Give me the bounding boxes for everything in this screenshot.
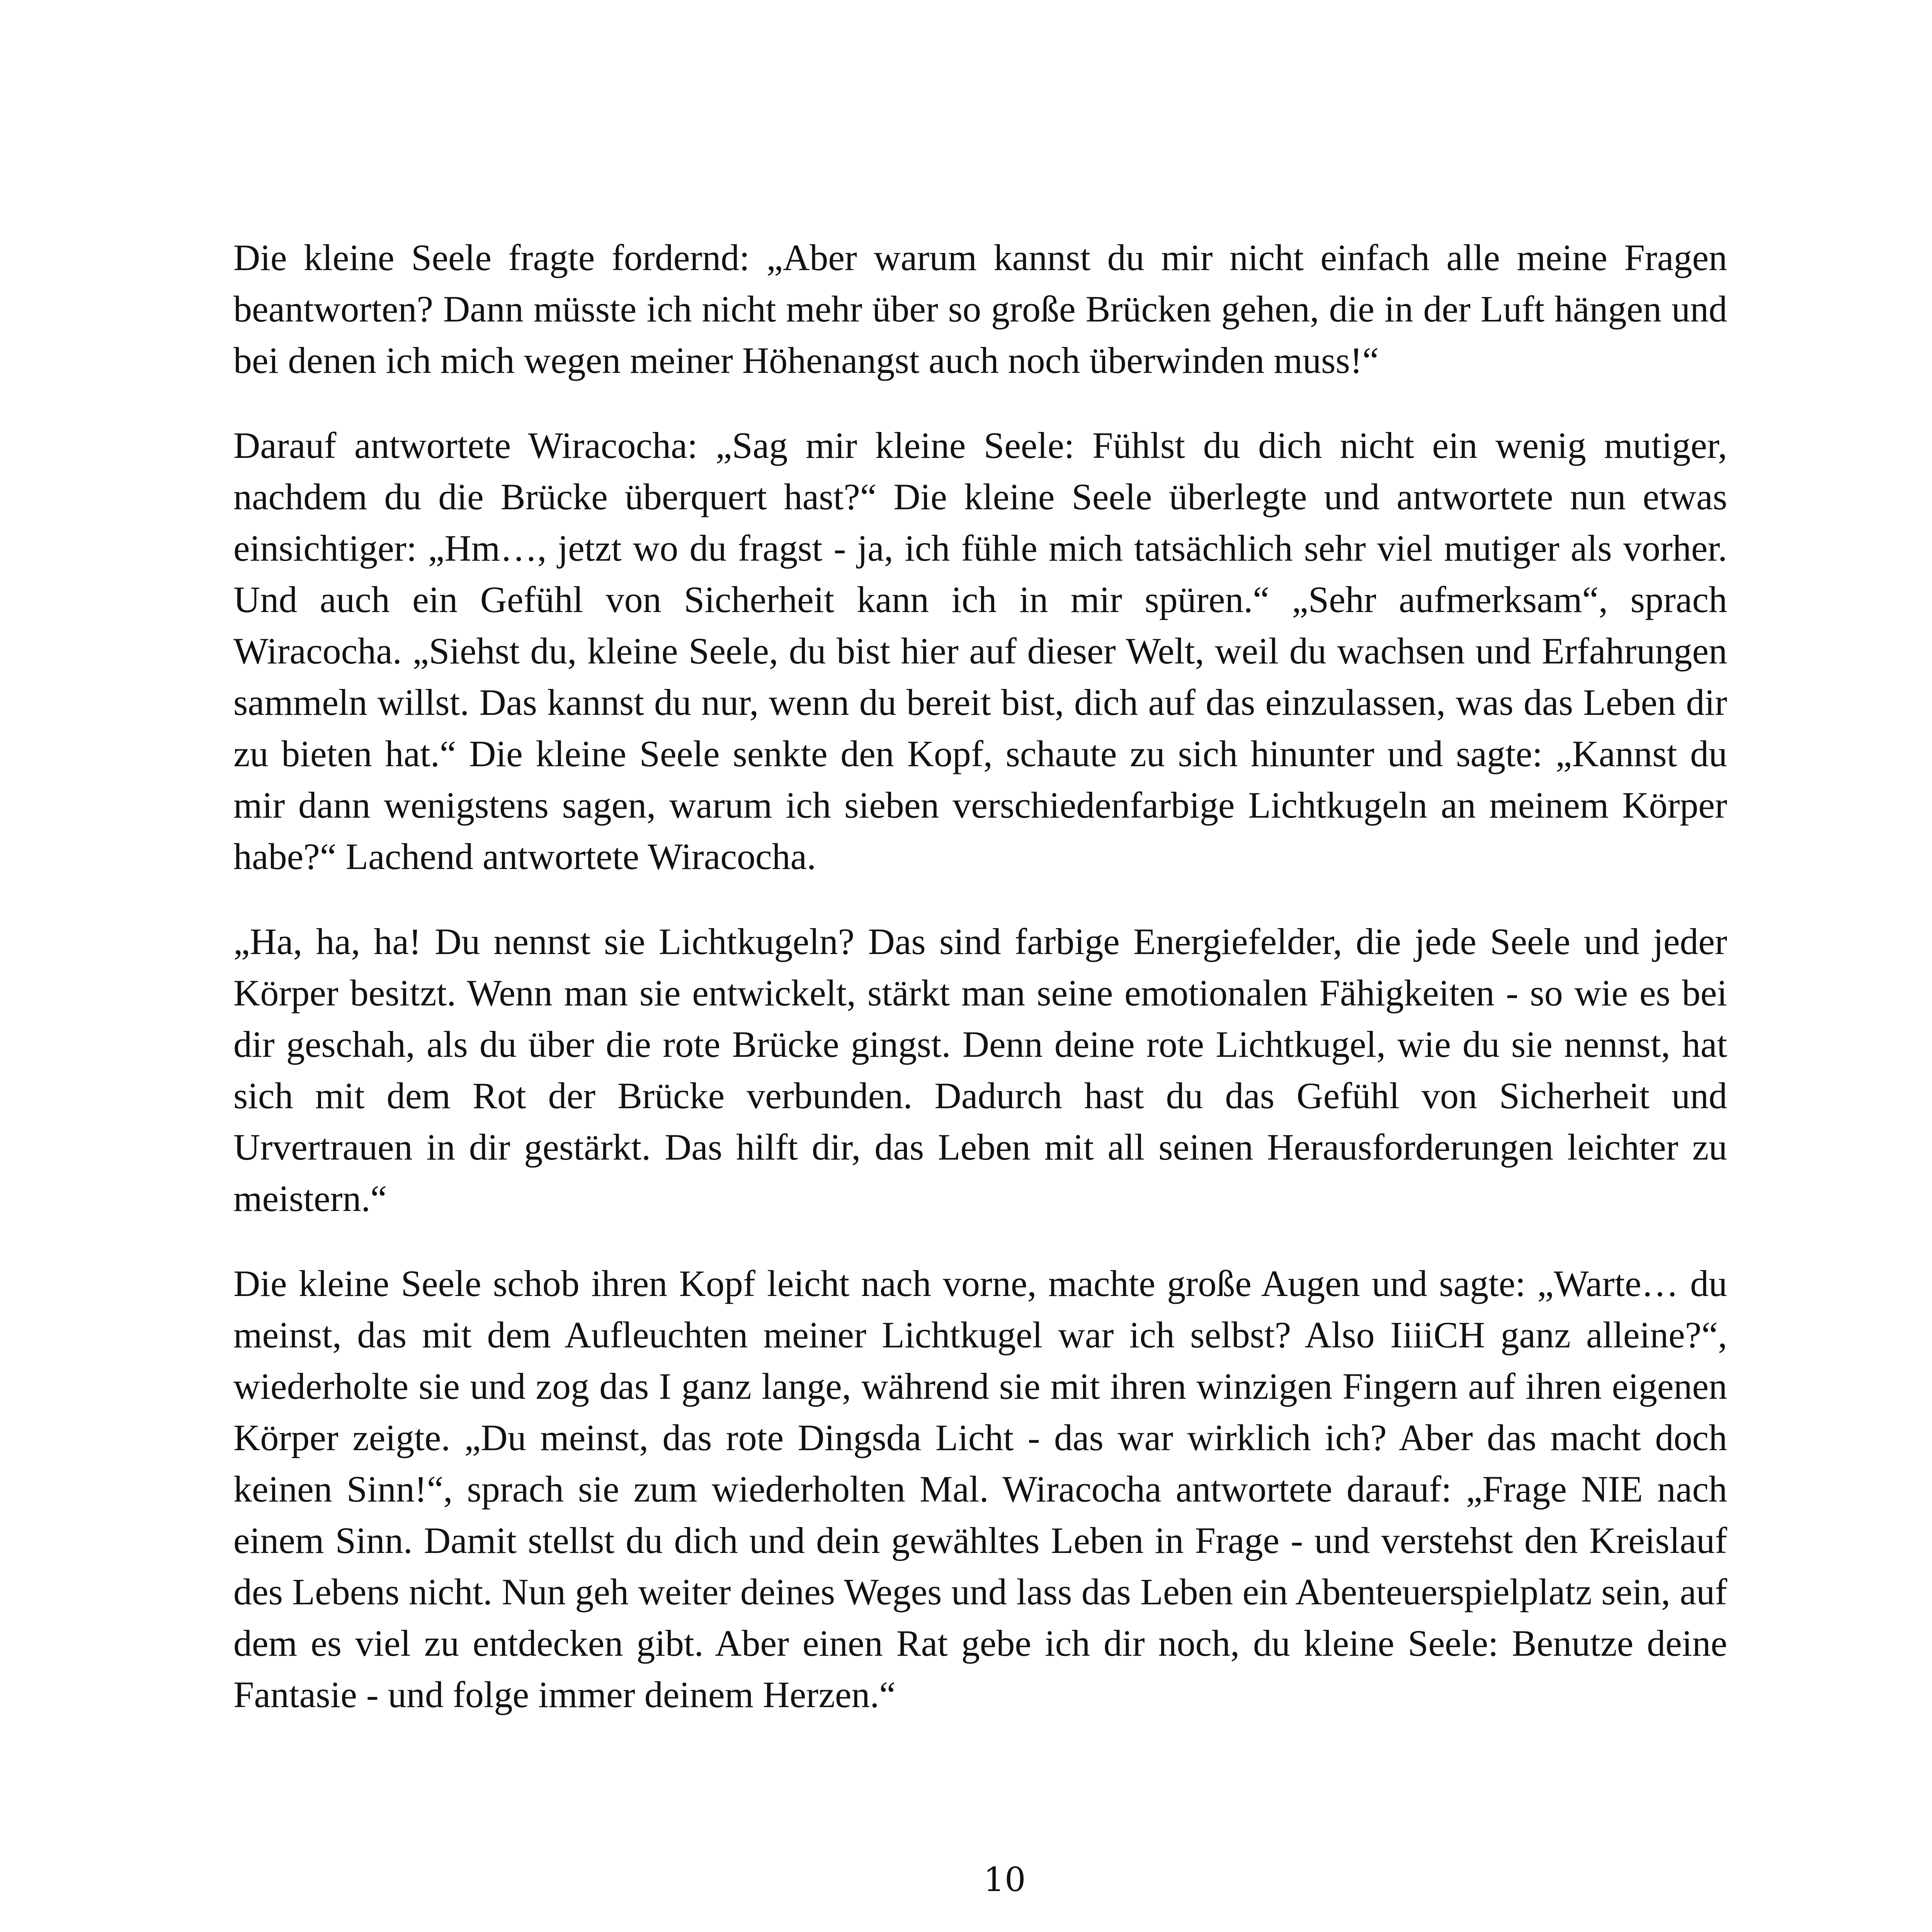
- body-text: [233, 232, 1727, 1754]
- paragraph-3: „Ha, ha, ha! Du nennst sie Lichtkugeln? Das sind farbige Energiefelder, die jede Seele und jeder Körper besitzt. Wenn man sie entwickelt, stärkt man seine emotionalen Fähigkeiten - so wie es bei dir geschah, als du über die rote Brücke gingst. Denn deine rote Lichtkugel, wie du sie nennst, hat sich mit dem Rot der Brücke verbunden. Dadurch hast du das Gefühl von Sicherheit und Urvertrauen in dir gestärkt. Das hilft dir, das Leben mit all seinen Herausforderungen leichter zu meistern.“: [233, 921, 1727, 1219]
- paragraph-1: Die kleine Seele fragte fordernd: „Aber warum kannst du mir nicht einfach alle meine Fragen beantworten? Dann müsste ich nicht mehr über so große Brücken gehen, die in der Luft hängen und bei denen ich mich wegen meiner Höhenangst auch noch überwinden muss!“: [233, 237, 1727, 381]
- page-number: 10: [983, 1861, 1026, 1899]
- paragraph-2: Darauf antwortete Wiracocha: „Sag mir kleine Seele: Fühlst du dich nicht ein wenig mutiger, nachdem du die Brücke überquert hast?“ Die kleine Seele überlegte und antwortete nun etwas einsichtiger: „Hm…, jetzt wo du fragst - ja, ich fühle mich tatsächlich sehr viel mutiger als vorher. Und auch ein Gefühl von Sicherheit kann ich in mir spüren.“ „Sehr aufmerksam“, sprach Wiracocha. „Siehst du, kleine Seele, du bist hier auf dieser Welt, weil du wachsen und Erfahrungen sammeln willst. Das kannst du nur, wenn du bereit bist, dich auf das einzulassen, was das Leben dir zu bieten hat.“ Die kleine Seele senkte den Kopf, schaute zu sich hinunter und sagte: „Kannst du mir dann wenigstens sagen, warum ich sieben verschiedenfarbige Lichtkugeln an meinem Körper habe?“ Lachend antwortete Wiracocha.: [233, 425, 1727, 877]
- paragraph-4: Die kleine Seele schob ihren Kopf leicht nach vorne, machte große Augen und sagte: „Warte… du meinst, das mit dem Aufleuchten meiner Lichtkugel war ich selbst? Also IiiiCH ganz alleine?“, wiederholte sie und zog das I ganz lange, während sie mit ihren winzigen Fingern auf ihren eigenen Körper zeigte. „Du meinst, das rote Dingsda Licht - das war wirklich ich? Aber das macht doch keinen Sinn!“, sprach sie zum wiederholten Mal. Wiracocha antwortete darauf: „Frage NIE nach einem Sinn. Damit stellst du dich und dein gewähltes Leben in Frage - und verstehst den Kreislauf des Lebens nicht. Nun geh weiter deines Weges und lass das Leben ein Abenteuerspielplatz sein, auf dem es viel zu entdecken gibt. Aber einen Rat gebe ich dir noch, du kleine Seele: Benutze deine Fantasie - und folge immer deinem Herzen.“: [233, 1263, 1727, 1715]
